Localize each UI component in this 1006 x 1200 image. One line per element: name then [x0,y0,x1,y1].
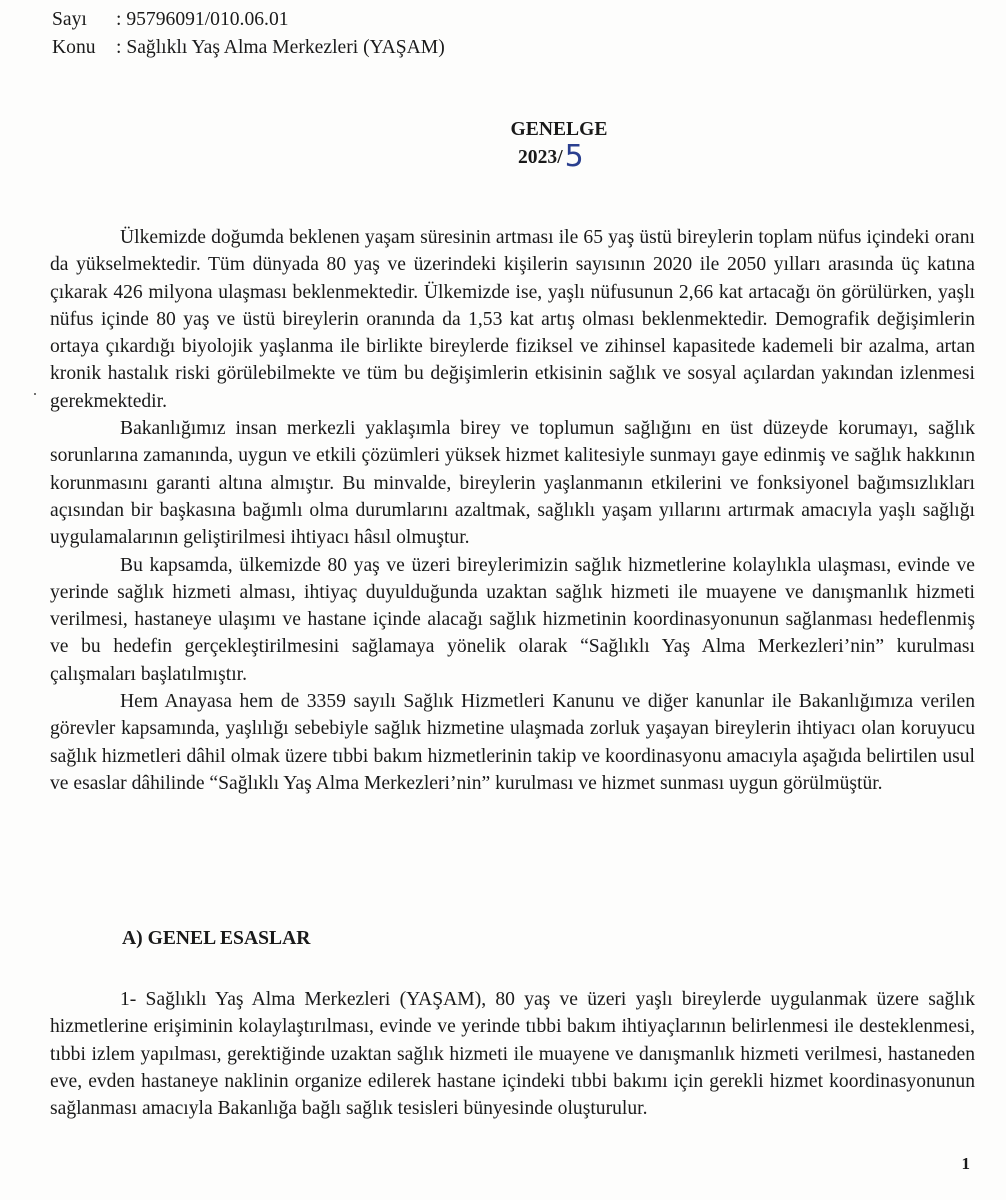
section-a-heading: A) GENEL ESASLAR [122,928,311,949]
section-a-item-1 [50,986,975,1122]
sayi-label: Sayı [52,9,87,30]
paragraph-2: Bakanlığımız insan merkezli yaklaşımla birey ve toplumun sağlığını en üst düzeyde korumayı, sağlık sorunlarına zamanında, uygun ve etkili çözümleri yüksek hizmet kalitesiyle sunmayı gaye edinmiş ve sağlık hakkının korunmasını garanti altına almıştır. Bu minvalde, bireylerin yaşlanmanın etkilerini ve fonksiyonel bağımsızlıkları açısından bir başkasına bağımlı olma durumlarını azaltmak, sağlıklı yaşam yıllarını artırmak amacıyla yaşlı sağlığı uygulamalarının geliştirilmesi ihtiyacı hâsıl olmuştur. [50,418,975,549]
sayi-row [52,8,289,32]
circular-number [518,139,584,174]
page-number: 1 [961,1154,970,1173]
circular-title: GENELGE [510,119,608,140]
body-text [50,224,975,797]
paragraph-3: Bu kapsamda, ülkemizde 80 yaş ve üzeri bireylerimizin sağlık hizmetlerine kolaylıkla ulaşması, evinde ve yerinde sağlık hizmeti alması, ihtiyaç duyulduğunda uzaktan sağlık hizmeti ile muayene ve danışmanlık hizmeti verilmesi, hastaneye ulaşımı ve hastane içinde alacağı sağlık hizmetinin koordinasyonunun sağlanması hedeflenmiş ve bu hedefin gerçekleştirilmesini sağlamaya yönelik olarak “Sağlıklı Yaş Alma Merkezleri’nin” kurulması çalışmaları başlatılmıştır. [50,554,975,685]
sayi-value: : 95796091/010.06.01 [116,9,289,30]
paragraph-1: Ülkemizde doğumda beklenen yaşam süresinin artması ile 65 yaş üstü bireylerin toplam nüfus içindeki oranı da yükselmektedir. Tüm dünyada 80 yaş ve üzerindeki kişilerin sayısının 2020 ile 2050 yılları arasında üç katına çıkarak 426 milyona ulaşması beklenmektedir. Ülkemizde ise, yaşlı nüfusunun 2,66 kat artacağı ön görülürken, yaşlı nüfus içinde 80 yaş ve üstü bireylerin oranında da 1,53 kat artış olması beklenmektedir. Demografik değişimlerin ortaya çıkardığı biyolojik yaşlanma ile birlikte bireylerde fiziksel ve zihinsel kapasitede kademeli bir azalma, artan kronik hastalık riski görülebilmekte ve tüm bu değişimlerin etkisinin sağlık ve sosyal açılardan yakından izlenmesi gerekmektedir. [50,227,975,412]
paragraph-4: Hem Anayasa hem de 3359 sayılı Sağlık Hizmetleri Kanunu ve diğer kanunlar ile Bakanlığımıza verilen görevler kapsamında, yaşlılığı sebebiyle sağlık hizmetine ulaşmada zorluk yaşayan bireylerin ihtiyacı olan koruyucu sağlık hizmetleri dâhil olmak üzere tıbbi bakım hizmetlerinin takip ve koordinasyonu amacıyla aşağıda belirtilen usul ve esaslar dâhilinde “Sağlıklı Yaş Alma Merkezleri’nin” kurulması ve hizmet sunması uygun görülmüştür. [50,691,975,794]
konu-value: : Sağlıklı Yaş Alma Merkezleri (YAŞAM) [116,37,445,58]
scan-speck [34,393,36,395]
konu-label: Konu [52,37,96,58]
handwritten-number: 5 [564,139,584,174]
konu-row [52,36,445,60]
circular-year: 2023/ [518,147,563,168]
section-a-item-1-text: 1- Sağlıklı Yaş Alma Merkezleri (YAŞAM), 80 yaş ve üzeri yaşlı bireylerde uygulanmak üzere sağlık hizmetlerine erişiminin kolaylaştırılması, evinde ve yerinde tıbbi bakım ihtiyaçlarının belirlenmesi ile desteklenmesi, tıbbi izlem yapılması, gerektiğinde uzaktan sağlık hizmeti ile muayene ve danışmanlık hizmeti verilmesi, hastaneden eve, evden hastaneye naklinin organize edilerek hastane içindeki tıbbi bakımı için gerekli hizmet koordinasyonunun sağlanması amacıyla Bakanlığa bağlı sağlık tesisleri bünyesinde oluşturulur. [50,989,975,1120]
